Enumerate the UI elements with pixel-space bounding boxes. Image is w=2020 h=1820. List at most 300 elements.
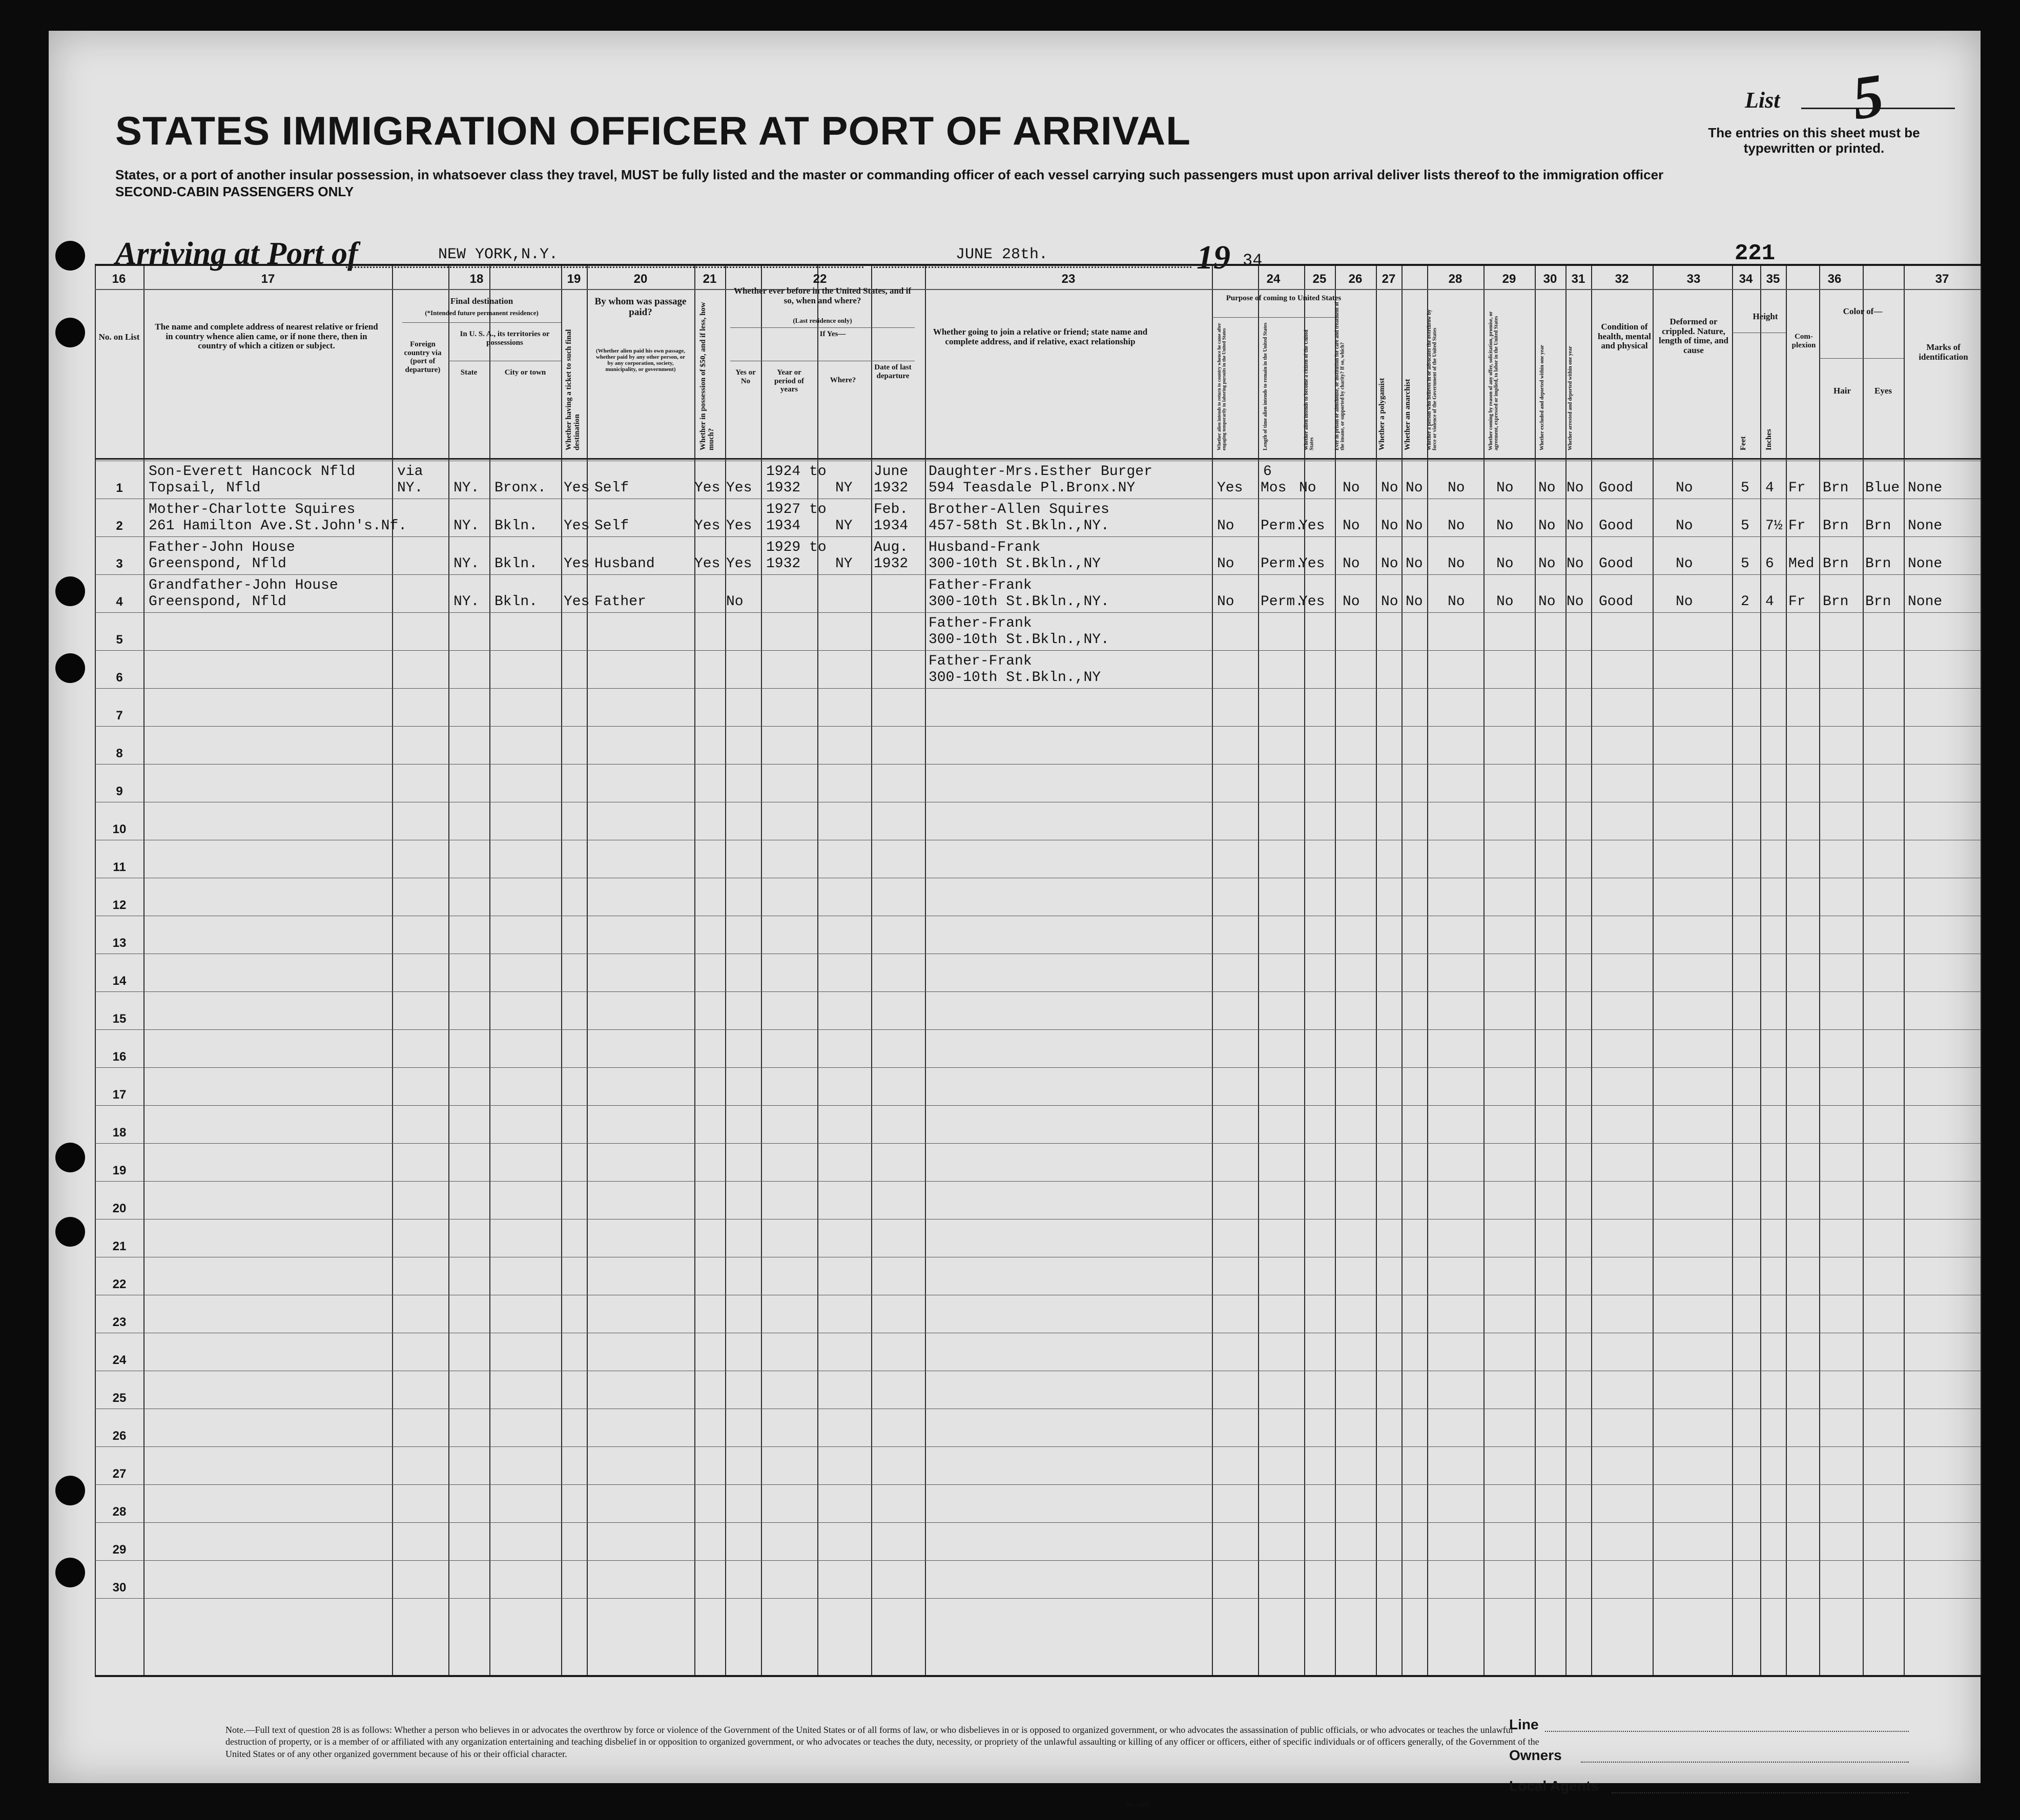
cell-complexion: Fr: [1788, 518, 1806, 534]
column-number: 29: [1502, 272, 1516, 286]
column-rule: [1212, 266, 1213, 1675]
column-rule: [761, 266, 762, 1675]
cell-return: No: [1217, 556, 1234, 572]
subheader-rule: [402, 322, 561, 323]
column-number: 36: [1827, 272, 1842, 286]
cell-departure-line2: 1934: [874, 518, 909, 534]
cell-relative-line1: Father-John House: [149, 540, 295, 555]
cell-paid: Father: [594, 594, 646, 610]
row-rule: [95, 726, 1981, 727]
cell-inches: 4: [1765, 480, 1774, 496]
local-agents-rule: [1612, 1792, 1909, 1793]
cell-before: Yes: [726, 556, 752, 572]
cell-joining-line1: Father-Frank: [929, 615, 1032, 631]
header-q31: Whether arrested and deported within one year: [1568, 346, 1573, 450]
binder-hole: [55, 1143, 85, 1172]
header-where: Where?: [830, 376, 856, 384]
column-rule: [1760, 266, 1761, 1675]
question-28-note: Note.—Full text of question 28 is as follows: Whether a person who believes in or advocates the overthrow by force or violence of the Government of the United States or of all forms of law, or who disbelieves in or is opposed to organized government, or who advocates the assassination of public officials, or who advocates or teaches the unlawful destruction of property, or is a member of or affiliated with any organization entertaining and teaching disbelief in or opposition to organized government, or who advocates or teaches the duty, necessity, or propriety of the unlawful assaulting or killing of any officer or officers, either of specific individuals or of officers generally, of the Government of the United States or of any other organized government because of his or their official character.: [225, 1725, 1539, 1759]
row-number: 13: [112, 936, 127, 950]
column-rule: [1401, 266, 1403, 1675]
cell-prison: No: [1343, 594, 1360, 610]
column-number-rule: [95, 289, 1981, 290]
cell-joining-line2: 457-58th St.Bkln.,NY.: [929, 518, 1109, 534]
column-rule: [1483, 266, 1485, 1675]
cell-polygamist: No: [1381, 594, 1398, 610]
column-number: 32: [1615, 272, 1629, 286]
row-number: 19: [112, 1164, 127, 1177]
cell-money: Yes: [694, 518, 720, 534]
cell-length-line2: Perm.: [1261, 518, 1304, 534]
header-polygamist: Whether a polygamist: [1378, 378, 1386, 450]
row-number: 14: [112, 974, 127, 988]
row-rule: [95, 1181, 1981, 1182]
year-prefix: 19: [1197, 239, 1230, 276]
cell-hair: Brn: [1823, 480, 1849, 496]
column-number: 33: [1686, 272, 1701, 286]
header-by-whom-paid: By whom was passage paid?: [594, 296, 687, 318]
cell-health: Good: [1599, 480, 1634, 496]
cell-feet: 5: [1741, 556, 1749, 572]
line-label: Line: [1509, 1716, 1539, 1732]
row-rule: [95, 1143, 1981, 1144]
year-suffix: 34: [1243, 251, 1263, 270]
cell-joining-line2: 300-10th St.Bkln.,NY: [929, 556, 1101, 572]
cell-q30: No: [1538, 518, 1556, 534]
cell-foreign-line1: via: [397, 464, 423, 480]
column-rule: [925, 266, 926, 1675]
cell-joining-line1: Father-Frank: [929, 577, 1032, 593]
cell-q30: No: [1538, 556, 1556, 572]
header-final-destination-note: (*Intended future permanent residence): [425, 309, 539, 317]
header-joining: Whether going to join a relative or friend; state name and complete address, and if relative, exact relationship: [933, 327, 1148, 346]
header-foreign-country: Foreign country via (port of departure): [404, 340, 442, 374]
cell-anarchist: No: [1406, 556, 1423, 572]
row-number: 16: [112, 1050, 127, 1064]
subtitle: [115, 167, 1729, 200]
column-rule: [1786, 266, 1787, 1675]
column-rule: [1258, 266, 1259, 1675]
header-eyes: Eyes: [1874, 386, 1892, 396]
cell-relative-line2: Greenspond, Nfld: [149, 556, 286, 572]
column-number: 35: [1766, 272, 1780, 286]
cell-marks: None: [1908, 518, 1943, 534]
cell-deformed: No: [1676, 556, 1693, 572]
header-deformed: Deformed or crippled. Nature, length of time, and cause: [1659, 317, 1728, 356]
cell-foreign-line2: NY.: [397, 480, 423, 496]
cell-prison: No: [1343, 556, 1360, 572]
column-number: 22: [813, 272, 827, 286]
column-rule: [1904, 266, 1905, 1675]
header-relative-abroad: The name and complete address of nearest relative or friend in country whence alien came, or if none there, then in country of which a citizen or subject.: [155, 322, 378, 351]
binder-hole: [55, 1558, 85, 1587]
column-rule: [1863, 266, 1864, 1675]
column-number: 23: [1061, 272, 1076, 286]
subtitle-line-1: States, or a port of another insular possession, in whatsoever class they travel, MUST be fully listed and the master or commanding officer of each vessel carrying such passengers must upon arrival deliver lists thereof to the immigration officer: [115, 167, 1664, 182]
cell-city: Bkln.: [494, 518, 538, 534]
column-rule: [1819, 266, 1820, 1675]
cell-departure-line2: 1932: [874, 556, 909, 572]
cell-health: Good: [1599, 518, 1634, 534]
cell-q28: No: [1448, 556, 1465, 572]
cell-q30: No: [1538, 480, 1556, 496]
column-number: 31: [1571, 272, 1585, 286]
cell-deformed: No: [1676, 594, 1693, 610]
sheet-number: 221: [1735, 241, 1776, 266]
cell-q31: No: [1566, 518, 1584, 534]
column-rule: [1981, 266, 1982, 1675]
local-agents-label: Local Agents: [1509, 1778, 1599, 1794]
binder-hole: [55, 1217, 85, 1247]
cell-length-line1: 6: [1263, 464, 1272, 480]
cell-polygamist: No: [1381, 480, 1398, 496]
column-rule: [1376, 266, 1377, 1675]
subheader-rule: [1212, 317, 1335, 318]
manifest-sheet: [49, 31, 1981, 1809]
row-rule: [95, 536, 1981, 537]
header-health: Condition of health, mental and physical: [1598, 322, 1651, 351]
header-q30: Whether excluded and deported within one year: [1539, 345, 1545, 450]
column-number: 28: [1448, 272, 1462, 286]
cell-paid: Husband: [594, 556, 655, 572]
cell-relative-line2: Topsail, Nfld: [149, 480, 261, 496]
cell-departure-line2: 1932: [874, 480, 909, 496]
row-number: 22: [112, 1277, 127, 1291]
cell-joining-line2: 594 Teasdale Pl.Bronx.NY: [929, 480, 1136, 496]
cell-money: Yes: [694, 556, 720, 572]
column-rule: [448, 266, 449, 1675]
header-yes-no: Yes or No: [735, 368, 756, 385]
header-state: State: [460, 368, 478, 377]
cell-q30: No: [1538, 594, 1556, 610]
cell-period-line2: 1932: [766, 556, 801, 572]
header-final-destination: Final destination: [450, 296, 513, 306]
column-rule: [1653, 266, 1654, 1675]
column-rule: [1335, 266, 1336, 1675]
header-complexion: Com-plexion: [1791, 333, 1816, 349]
cell-paid: Self: [594, 518, 629, 534]
column-number: 37: [1935, 272, 1949, 286]
header-purpose-a: Whether alien intends to return to country whence he came after engaging temporarily in laboring pursuits in the United States: [1217, 323, 1227, 450]
row-number: 27: [112, 1467, 127, 1481]
header-if-yes: If Yes—: [819, 330, 846, 338]
cell-joining-line2: 300-10th St.Bkln.,NY.: [929, 632, 1109, 648]
cell-complexion: Med: [1788, 556, 1815, 572]
cell-departure-line1: Feb.: [874, 502, 909, 518]
cell-deformed: No: [1676, 518, 1693, 534]
column-rule: [1535, 266, 1536, 1675]
cell-q29: No: [1496, 518, 1514, 534]
cell-q31: No: [1566, 480, 1584, 496]
cell-marks: None: [1908, 480, 1943, 496]
cell-q29: No: [1496, 594, 1514, 610]
owners-rule: [1581, 1762, 1909, 1763]
cell-polygamist: No: [1381, 556, 1398, 572]
column-number: 26: [1348, 272, 1363, 286]
cell-where: NY: [835, 556, 853, 572]
cell-relative-line1: Son-Everett Hancock Nfld: [149, 464, 356, 480]
column-rule: [1427, 266, 1428, 1675]
cell-eyes: Brn: [1865, 594, 1891, 610]
cell-eyes: Brn: [1865, 556, 1891, 572]
cell-state: NY.: [454, 518, 480, 534]
binder-hole: [55, 318, 85, 347]
header-purpose-b: Length of time alien intends to remain in the United States: [1263, 322, 1268, 450]
cell-q28: No: [1448, 594, 1465, 610]
header-money: Whether in possession of $50, and if less, how much?: [699, 302, 715, 450]
row-number: 25: [112, 1391, 127, 1405]
row-number: 7: [116, 709, 123, 722]
cell-period-line2: 1932: [766, 480, 801, 496]
column-rule: [1732, 266, 1733, 1675]
cell-state: NY.: [454, 594, 480, 610]
row-rule: [95, 650, 1981, 651]
cell-relative-line1: Mother-Charlotte Squires: [149, 502, 356, 518]
cell-length-line2: Mos: [1261, 480, 1287, 496]
cell-citizen: Yes: [1299, 594, 1325, 610]
header-purpose-c: Whether alien intends to become a citizen of the United States: [1304, 329, 1315, 450]
cell-joining-line1: Daughter-Mrs.Esther Burger: [929, 464, 1152, 480]
cell-paid: Self: [594, 480, 629, 496]
cell-prison: No: [1343, 518, 1360, 534]
column-number: 19: [567, 272, 581, 286]
list-number: 5: [1847, 60, 1888, 133]
row-number: 30: [112, 1581, 127, 1595]
row-rule: [95, 1105, 1981, 1106]
cell-length-line2: Perm.: [1261, 594, 1304, 610]
header-anarchist: Whether an anarchist: [1404, 379, 1412, 450]
column-number: 34: [1739, 272, 1753, 286]
cell-ticket: Yes: [564, 480, 590, 496]
cell-eyes: Blue: [1865, 480, 1900, 496]
header-feet: Feet: [1739, 436, 1747, 450]
cell-deformed: No: [1676, 480, 1693, 496]
cell-q28: No: [1448, 518, 1465, 534]
cell-complexion: Fr: [1788, 594, 1806, 610]
list-label: List: [1745, 88, 1780, 113]
cell-where: NY: [835, 480, 853, 496]
header-ever-before: Whether ever before in the United States, and if so, when and where?: [733, 286, 912, 305]
cell-citizen: No: [1299, 480, 1316, 496]
date-value: JUNE 28th.: [956, 246, 1048, 263]
page-title: STATES IMMIGRATION OFFICER AT PORT OF ARRIVAL: [115, 108, 1191, 153]
cell-prison: No: [1343, 480, 1360, 496]
cell-complexion: Fr: [1788, 480, 1806, 496]
subtitle-line-2: SECOND-CABIN PASSENGERS ONLY: [115, 183, 354, 199]
column-number: 25: [1312, 272, 1327, 286]
column-rule: [1304, 266, 1305, 1675]
column-rule: [725, 266, 726, 1675]
cell-anarchist: No: [1406, 480, 1423, 496]
binder-hole: [55, 1476, 85, 1505]
row-rule: [95, 1029, 1981, 1030]
header-q29: Whether coming by reason of any offer, solicitation, promise, or agreement, expressed or implied, to labor in the United States: [1488, 311, 1499, 450]
header-inches: Inches: [1765, 429, 1773, 450]
row-number: 8: [116, 747, 123, 760]
header-purpose: Purpose of coming to United States: [1226, 294, 1342, 302]
cell-hair: Brn: [1823, 556, 1849, 572]
typewritten-instructions: The entries on this sheet must be typewritten or printed.: [1708, 125, 1920, 156]
cell-relative-line2: 261 Hamilton Ave.St.John's.Nf.: [149, 518, 407, 534]
cell-city: Bronx.: [494, 480, 546, 496]
cell-citizen: Yes: [1299, 556, 1325, 572]
cell-period-line1: 1924 to: [766, 464, 827, 480]
cell-anarchist: No: [1406, 518, 1423, 534]
row-number: 26: [112, 1429, 127, 1443]
cell-ticket: Yes: [564, 556, 590, 572]
cell-q31: No: [1566, 556, 1584, 572]
row-number: 17: [112, 1088, 127, 1102]
row-rule: [95, 574, 1981, 575]
cell-q29: No: [1496, 480, 1514, 496]
row-number: 20: [112, 1202, 127, 1215]
cell-period-line2: 1934: [766, 518, 801, 534]
cell-state: NY.: [454, 556, 480, 572]
cell-anarchist: No: [1406, 594, 1423, 610]
cell-marks: None: [1908, 594, 1943, 610]
cell-q29: No: [1496, 556, 1514, 572]
cell-inches: 4: [1765, 594, 1774, 610]
header-prison: Ever in prison or almshouse, or institution for care and treatment of the insane, or supported by charity? If so, which?: [1334, 302, 1346, 450]
row-number: 11: [113, 860, 126, 874]
cell-relative-line1: Grandfather-John House: [149, 577, 338, 593]
cell-before: Yes: [726, 480, 752, 496]
row-rule: [95, 688, 1981, 689]
cell-joining-line2: 300-10th St.Bkln.,NY: [929, 670, 1101, 686]
column-rule: [1591, 266, 1592, 1675]
row-rule: [95, 1067, 1981, 1068]
column-number: 24: [1266, 272, 1281, 286]
row-rule: [95, 1522, 1981, 1523]
cell-state: NY.: [454, 480, 480, 496]
cell-before: Yes: [726, 518, 752, 534]
cell-joining-line1: Brother-Allen Squires: [929, 502, 1109, 518]
column-rule: [143, 266, 145, 1675]
row-number: 29: [112, 1543, 127, 1557]
header-date-departure: Date of last departure: [874, 363, 912, 380]
cell-joining-line1: Husband-Frank: [929, 540, 1041, 555]
row-number: 5: [116, 633, 123, 647]
row-rule: [95, 1598, 1981, 1599]
cell-feet: 2: [1741, 594, 1749, 610]
column-number: 16: [112, 272, 126, 286]
form-code: 16—680: [1125, 1801, 1150, 1809]
column-rule: [1565, 266, 1566, 1675]
cell-before: No: [726, 594, 744, 610]
subheader-rule: [730, 327, 915, 328]
cell-health: Good: [1599, 556, 1634, 572]
line-rule: [1545, 1731, 1909, 1732]
port-value: NEW YORK,N.Y.: [438, 246, 559, 263]
row-rule: [95, 1560, 1981, 1561]
cell-q31: No: [1566, 594, 1584, 610]
cell-length-line2: Perm.: [1261, 556, 1304, 572]
column-number: 30: [1543, 272, 1557, 286]
cell-departure-line1: June: [874, 464, 909, 480]
row-number: 28: [112, 1505, 127, 1519]
binder-hole: [55, 576, 85, 606]
column-rule: [95, 266, 96, 1675]
cell-city: Bkln.: [494, 556, 538, 572]
column-rule: [489, 266, 490, 1675]
header-in-usa: In U. S. A., its territories or possessions: [460, 330, 550, 347]
cell-q28: No: [1448, 480, 1465, 496]
cell-money: Yes: [694, 480, 720, 496]
header-q28: Whether a person who believes in or advocates the overthrow by force or violence of the Government of the United States: [1427, 309, 1438, 450]
row-number: 9: [116, 784, 123, 798]
header-height: Height: [1753, 312, 1778, 321]
column-rule: [587, 266, 588, 1675]
cell-period-line1: 1927 to: [766, 502, 827, 518]
header-divider: [95, 458, 1981, 460]
cell-ticket: Yes: [564, 518, 590, 534]
row-rule: [95, 991, 1981, 992]
row-number: 24: [112, 1353, 127, 1367]
binder-hole: [55, 241, 85, 271]
cell-eyes: Brn: [1865, 518, 1891, 534]
row-number: 4: [116, 595, 123, 609]
cell-city: Bkln.: [494, 594, 538, 610]
cell-inches: 7½: [1765, 518, 1783, 534]
cell-hair: Brn: [1823, 594, 1849, 610]
column-rule: [561, 266, 562, 1675]
column-number: 17: [261, 272, 275, 286]
column-number: 27: [1382, 272, 1396, 286]
row-number: 12: [112, 898, 127, 912]
row-number: 6: [116, 671, 123, 685]
cell-feet: 5: [1741, 480, 1749, 496]
row-number: 21: [112, 1239, 127, 1253]
row-number: 3: [116, 557, 123, 571]
subheader-rule: [1819, 358, 1904, 359]
header-hair: Hair: [1833, 386, 1851, 396]
cell-return: Yes: [1217, 480, 1243, 496]
header-ticket: Whether having a ticket to such final destination: [565, 329, 581, 450]
cell-inches: 6: [1765, 556, 1774, 572]
cell-health: Good: [1599, 594, 1634, 610]
column-rule: [392, 266, 393, 1675]
cell-relative-line2: Greenspond, Nfld: [149, 594, 286, 610]
cell-return: No: [1217, 594, 1234, 610]
cell-period-line1: 1929 to: [766, 540, 827, 555]
row-number: 23: [112, 1315, 127, 1329]
row-number: 2: [116, 519, 123, 533]
cell-citizen: Yes: [1299, 518, 1325, 534]
row-number: 18: [112, 1126, 127, 1140]
header-color-of: Color of—: [1843, 306, 1883, 316]
owners-label: Owners: [1509, 1747, 1562, 1763]
cell-polygamist: No: [1381, 518, 1398, 534]
binder-hole: [55, 653, 85, 683]
row-rule: [95, 1446, 1981, 1447]
arriving-label: Arriving at Port of: [115, 236, 358, 271]
cell-ticket: Yes: [564, 594, 590, 610]
header-no-on-list: No. on List: [98, 332, 140, 342]
column-rule: [871, 266, 872, 1675]
header-marks: Marks of identification: [1919, 342, 1968, 362]
header-city: City or town: [504, 368, 546, 377]
cell-departure-line1: Aug.: [874, 540, 909, 555]
column-number: 21: [703, 272, 717, 286]
column-number: 20: [633, 272, 648, 286]
cell-where: NY: [835, 518, 853, 534]
manifest-table: [95, 264, 1981, 1677]
row-number: 10: [112, 822, 127, 836]
row-number: 1: [116, 481, 123, 495]
cell-joining-line2: 300-10th St.Bkln.,NY.: [929, 594, 1109, 610]
header-by-whom-paid-note: (Whether alien paid his own passage, whether paid by any other person, or by any corporation, society, municipality, or government): [595, 348, 686, 373]
cell-marks: None: [1908, 556, 1943, 572]
